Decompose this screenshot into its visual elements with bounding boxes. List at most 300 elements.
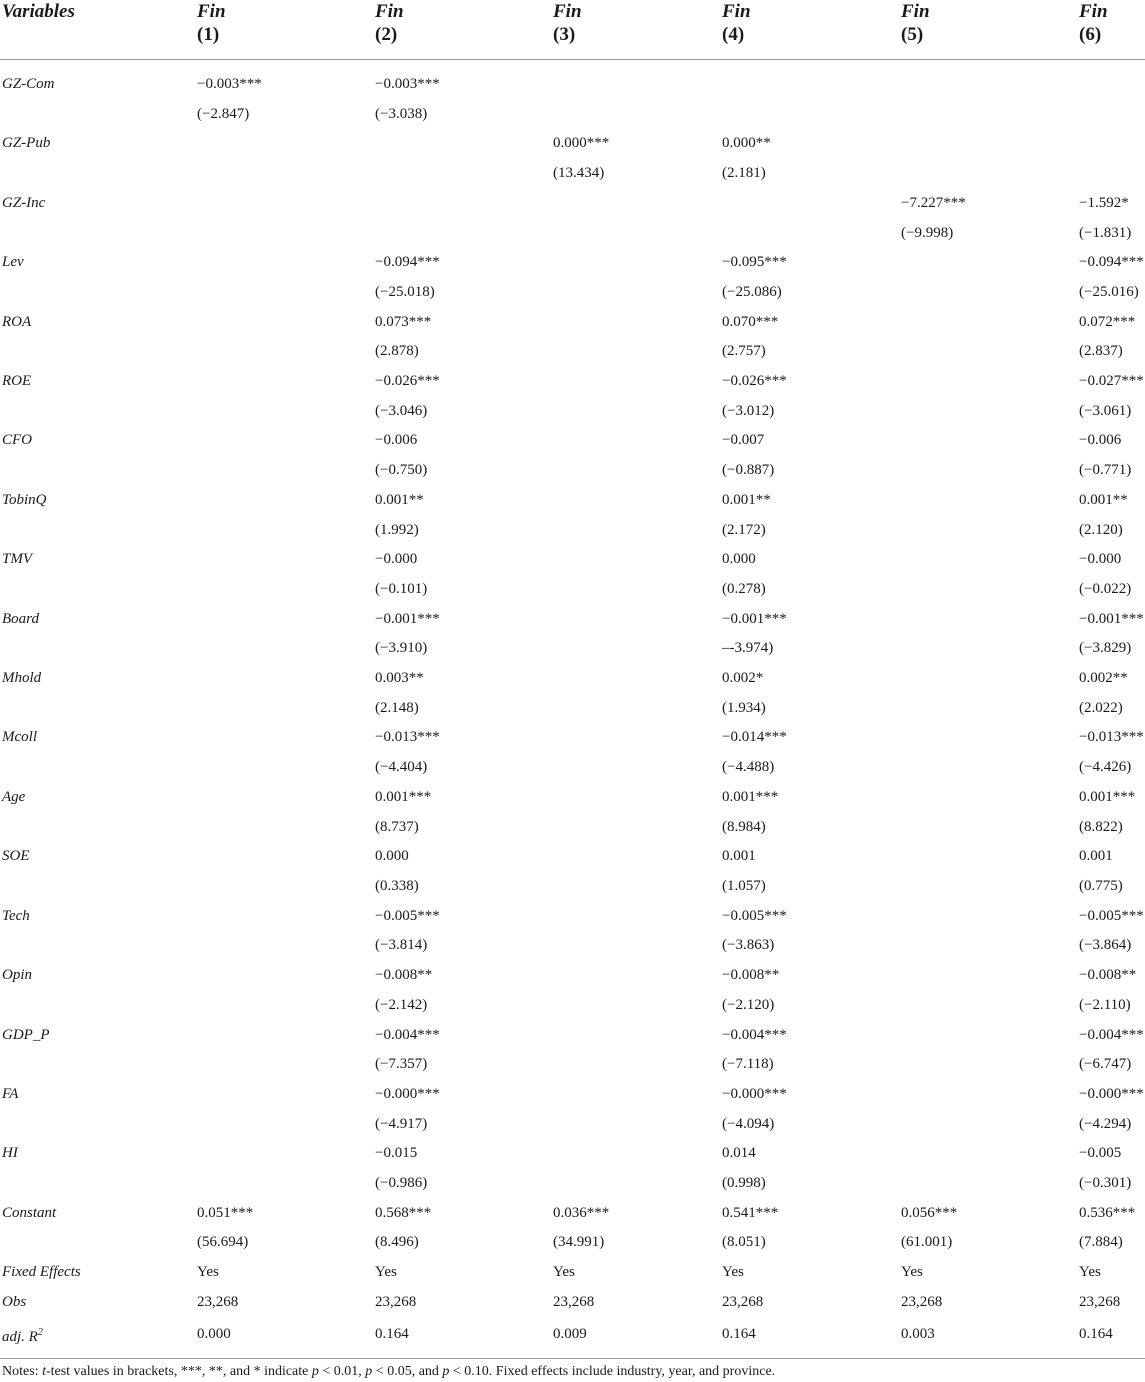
coefficient-row: [0, 842, 1145, 872]
column-header-5: [901, 0, 1079, 60]
footer-label: Obs: [2, 1293, 27, 1310]
t-stat-cell: [901, 694, 1079, 724]
footer-cell: Yes: [722, 1264, 744, 1281]
coefficient-cell: −0.004***: [722, 1026, 787, 1043]
t-stat-cell: [553, 575, 722, 605]
t-stat-cell: [553, 278, 722, 308]
coefficient-cell: 0.001**: [1079, 491, 1128, 508]
coefficient-cell: [197, 129, 375, 159]
coefficient-cell: −0.027***: [1079, 373, 1144, 390]
footer-cell: 23,268: [553, 1293, 595, 1310]
coefficient-cell: [197, 605, 375, 635]
column-header-number: (2): [375, 24, 398, 45]
t-stat-cell: [197, 872, 375, 902]
coefficient-row: [0, 783, 1145, 813]
notes-part2: < 0.01,: [318, 1364, 366, 1379]
coefficient-cell: [553, 308, 722, 338]
coefficient-row: [0, 664, 1145, 694]
coefficient-cell: 0.056***: [901, 1204, 958, 1221]
t-stat-cell: (−3.061): [1079, 402, 1132, 419]
t-stat-cell: [197, 278, 375, 308]
column-header-name: Fin: [553, 1, 582, 22]
variable-name-blank: [0, 100, 197, 130]
t-stat-cell: (0.338): [375, 877, 419, 894]
t-stat-cell: (8.051): [722, 1234, 766, 1251]
t-stat-cell: [722, 219, 901, 249]
notes-prefix: Notes:: [2, 1364, 43, 1379]
coefficient-cell: 0.001***: [375, 788, 432, 805]
coefficient-cell: 0.001**: [375, 491, 424, 508]
coefficient-cell: [901, 60, 1079, 100]
adj-r2-row: [0, 1318, 1145, 1359]
coefficient-cell: −0.000***: [1079, 1085, 1144, 1102]
coefficient-row: [0, 1021, 1145, 1051]
t-stat-cell: [375, 219, 553, 249]
t-stat-row: [0, 872, 1145, 902]
coefficient-cell: −0.015: [375, 1145, 418, 1162]
coefficient-cell: [722, 189, 901, 219]
t-stat-row: [0, 397, 1145, 427]
column-header-number: (4): [722, 24, 745, 45]
coefficient-row: [0, 1080, 1145, 1110]
variable-name: SOE: [2, 848, 30, 865]
t-stat-cell: [553, 1050, 722, 1080]
t-stat-cell: [197, 634, 375, 664]
t-stat-cell: [901, 337, 1079, 367]
t-stat-row: [0, 456, 1145, 486]
coefficient-cell: 0.014: [722, 1145, 756, 1162]
t-stat-cell: (56.694): [197, 1234, 249, 1251]
coefficient-cell: [553, 60, 722, 100]
column-header-1: [197, 0, 375, 60]
variable-name: TMV: [2, 551, 32, 568]
footer-row: [0, 1288, 1145, 1318]
coefficient-cell: −0.005***: [1079, 907, 1144, 924]
t-stat-cell: [197, 397, 375, 427]
t-stat-cell: [901, 397, 1079, 427]
variable-name: Board: [2, 610, 39, 627]
t-stat-cell: (0.775): [1079, 877, 1123, 894]
coefficient-cell: [901, 1021, 1079, 1051]
coefficient-row: [0, 248, 1145, 278]
notes-p2: p: [365, 1364, 373, 1379]
t-stat-cell: (8.737): [375, 818, 419, 835]
t-stat-cell: [197, 1050, 375, 1080]
t-stat-cell: (2.172): [722, 521, 766, 538]
coefficient-cell: [901, 961, 1079, 991]
variable-name: FA: [2, 1085, 19, 1102]
t-stat-cell: [197, 159, 375, 189]
t-stat-row: [0, 278, 1145, 308]
footer-cell: 23,268: [722, 1293, 764, 1310]
coefficient-cell: 0.568***: [375, 1204, 432, 1221]
variable-name-blank: [0, 1228, 197, 1258]
column-header-name: Fin: [197, 1, 226, 22]
t-stat-cell: (−9.998): [901, 224, 954, 241]
t-stat-cell: [901, 278, 1079, 308]
variable-name-blank: [0, 991, 197, 1021]
coefficient-cell: [553, 723, 722, 753]
coefficient-cell: −0.008**: [722, 967, 780, 984]
coefficient-cell: [901, 842, 1079, 872]
t-stat-cell: (−0.022): [1079, 580, 1132, 597]
t-stat-cell: (2.181): [722, 165, 766, 182]
coefficient-cell: [553, 367, 722, 397]
t-stat-cell: (−4.294): [1079, 1115, 1132, 1132]
coefficient-cell: [197, 902, 375, 932]
t-stat-cell: [553, 516, 722, 546]
coefficient-cell: [901, 545, 1079, 575]
coefficient-cell: [375, 189, 553, 219]
coefficient-cell: −0.000: [1079, 551, 1122, 568]
t-stat-cell: (2.022): [1079, 699, 1123, 716]
t-stat-cell: (2.837): [1079, 343, 1123, 360]
coefficient-cell: 0.051***: [197, 1204, 254, 1221]
t-stat-cell: (−4.488): [722, 759, 775, 776]
coefficient-row: [0, 545, 1145, 575]
coefficient-cell: 0.001: [1079, 848, 1113, 865]
t-stat-cell: [1079, 159, 1145, 189]
t-stat-cell: (2.757): [722, 343, 766, 360]
t-stat-cell: [901, 100, 1079, 130]
variable-name: Constant: [2, 1204, 57, 1221]
column-header-number: (6): [1079, 24, 1102, 45]
coefficient-cell: 0.001***: [722, 788, 779, 805]
adj-r2-label-sup: 2: [37, 1326, 43, 1338]
coefficient-cell: [1079, 60, 1145, 100]
coefficient-cell: −0.005***: [375, 907, 440, 924]
t-stat-row: [0, 991, 1145, 1021]
coefficient-cell: [553, 545, 722, 575]
coefficient-cell: −0.014***: [722, 729, 787, 746]
footer-cell: 23,268: [901, 1293, 943, 1310]
variable-name-blank: [0, 1110, 197, 1140]
t-stat-cell: (−1.831): [1079, 224, 1132, 241]
t-stat-cell: [375, 159, 553, 189]
variable-name-blank: [0, 219, 197, 249]
coefficient-row: [0, 60, 1145, 100]
t-stat-cell: (−6.747): [1079, 1056, 1132, 1073]
coefficient-cell: 0.002**: [1079, 670, 1128, 687]
coefficient-cell: [901, 308, 1079, 338]
t-stat-cell: [553, 219, 722, 249]
t-stat-cell: [553, 456, 722, 486]
coefficient-cell: 0.070***: [722, 313, 779, 330]
adj-r2-cell: 0.009: [553, 1318, 722, 1359]
table-notes: [2, 1364, 775, 1380]
variable-name-blank: [0, 753, 197, 783]
coefficient-cell: 0.073***: [375, 313, 432, 330]
coefficient-cell: −0.008**: [1079, 967, 1137, 984]
coefficient-cell: [901, 902, 1079, 932]
column-header-name: Fin: [375, 1, 404, 22]
variable-name: Opin: [2, 967, 32, 984]
coefficient-cell: −0.004***: [1079, 1026, 1144, 1043]
coefficient-cell: −0.013***: [1079, 729, 1144, 746]
coefficient-row: [0, 1139, 1145, 1169]
coefficient-cell: −0.001***: [375, 610, 440, 627]
variable-name: ROA: [2, 313, 32, 330]
t-stat-cell: (−4.094): [722, 1115, 775, 1132]
t-stat-cell: (−7.357): [375, 1056, 428, 1073]
t-stat-cell: (−25.018): [375, 283, 435, 300]
t-stat-cell: (8.984): [722, 818, 766, 835]
t-stat-cell: [197, 456, 375, 486]
column-header-number: (5): [901, 24, 924, 45]
variables-header: Variables: [0, 0, 197, 60]
coefficient-cell: [901, 426, 1079, 456]
variable-name: Tech: [2, 907, 30, 924]
footer-row: [0, 1258, 1145, 1288]
coefficient-cell: [901, 783, 1079, 813]
variable-name: HI: [2, 1145, 18, 1162]
t-stat-cell: [553, 1110, 722, 1140]
variable-name: Lev: [2, 254, 24, 271]
footer-cell: Yes: [197, 1264, 219, 1281]
coefficient-row: [0, 605, 1145, 635]
t-stat-row: [0, 634, 1145, 664]
coefficient-cell: −7.227***: [901, 194, 966, 211]
coefficient-cell: [197, 1080, 375, 1110]
t-stat-cell: (−0.750): [375, 462, 428, 479]
coefficient-cell: [901, 605, 1079, 635]
coefficient-cell: [901, 1139, 1079, 1169]
t-stat-cell: [553, 100, 722, 130]
t-stat-cell: (−3.012): [722, 402, 775, 419]
column-header-4: [722, 0, 901, 60]
coefficient-row: [0, 1199, 1145, 1229]
variable-name-blank: [0, 397, 197, 427]
coefficient-cell: [1079, 129, 1145, 159]
coefficient-cell: [901, 129, 1079, 159]
t-stat-cell: [901, 931, 1079, 961]
footer-cell: Yes: [901, 1264, 923, 1281]
t-stat-cell: (−3.814): [375, 937, 428, 954]
coefficient-cell: [197, 308, 375, 338]
footer-cell: Yes: [1079, 1264, 1101, 1281]
t-stat-cell: (2.148): [375, 699, 419, 716]
column-header-name: Fin: [722, 1, 751, 22]
variable-name-blank: [0, 456, 197, 486]
coefficient-cell: [901, 248, 1079, 278]
coefficient-cell: 0.001***: [1079, 788, 1136, 805]
coefficient-cell: −0.026***: [722, 373, 787, 390]
t-stat-cell: (2.878): [375, 343, 419, 360]
coefficient-cell: [553, 783, 722, 813]
t-stat-cell: [901, 516, 1079, 546]
t-stat-cell: (−0.887): [722, 462, 775, 479]
coefficient-cell: [901, 723, 1079, 753]
t-stat-cell: [197, 753, 375, 783]
t-stat-cell: (−3.863): [722, 937, 775, 954]
t-stat-cell: (−0.101): [375, 580, 428, 597]
notes-part1: -test values in brackets, ***, **, and * indicate: [45, 1364, 312, 1379]
coefficient-cell: [722, 60, 901, 100]
adj-r2-label: [0, 1318, 197, 1359]
coefficient-cell: [375, 129, 553, 159]
t-stat-cell: (−4.404): [375, 759, 428, 776]
coefficient-cell: [553, 1021, 722, 1051]
t-stat-cell: (−2.110): [1079, 996, 1131, 1013]
coefficient-cell: [197, 961, 375, 991]
t-stat-cell: (−0.986): [375, 1175, 428, 1192]
t-stat-cell: [553, 1169, 722, 1199]
t-stat-cell: [197, 931, 375, 961]
t-stat-row: [0, 100, 1145, 130]
t-stat-cell: (−0.771): [1079, 462, 1132, 479]
t-stat-cell: [722, 100, 901, 130]
variable-name-blank: [0, 931, 197, 961]
coefficient-cell: −0.006: [375, 432, 418, 449]
coefficient-cell: 0.000: [375, 848, 409, 865]
coefficient-cell: −0.094***: [1079, 254, 1144, 271]
coefficient-row: [0, 367, 1145, 397]
coefficient-cell: −0.000: [375, 551, 418, 568]
adj-r2-cell: 0.164: [722, 1318, 901, 1359]
variable-name: GZ-Pub: [2, 135, 51, 152]
t-stat-cell: (−4.426): [1079, 759, 1132, 776]
t-stat-cell: (−25.016): [1079, 283, 1139, 300]
t-stat-cell: (0.998): [722, 1175, 766, 1192]
coefficient-row: [0, 902, 1145, 932]
t-stat-cell: [197, 1110, 375, 1140]
notes-p1: p: [311, 1364, 319, 1379]
t-stat-row: [0, 1169, 1145, 1199]
t-stat-cell: [197, 337, 375, 367]
t-stat-row: [0, 219, 1145, 249]
t-stat-cell: [901, 456, 1079, 486]
coefficient-cell: [553, 486, 722, 516]
t-stat-cell: [197, 694, 375, 724]
coefficient-row: [0, 129, 1145, 159]
t-stat-cell: (−3.046): [375, 402, 428, 419]
t-stat-cell: [901, 634, 1079, 664]
t-stat-cell: –-3.974): [722, 640, 774, 657]
header-row: [0, 0, 1145, 60]
variable-name: Mcoll: [2, 729, 37, 746]
coefficient-cell: [197, 426, 375, 456]
footer-label: Fixed Effects: [2, 1264, 81, 1281]
t-stat-row: [0, 813, 1145, 843]
coefficient-cell: [197, 723, 375, 753]
coefficient-cell: −0.001***: [1079, 610, 1144, 627]
adj-r2-cell: 0.003: [901, 1318, 1079, 1359]
coefficient-cell: [197, 367, 375, 397]
t-stat-row: [0, 694, 1145, 724]
coefficient-cell: [553, 248, 722, 278]
column-header-2: [375, 0, 553, 60]
variable-name: Mhold: [2, 670, 42, 687]
coefficient-cell: [901, 486, 1079, 516]
coefficient-cell: −0.094***: [375, 254, 440, 271]
coefficient-row: [0, 486, 1145, 516]
t-stat-cell: [901, 1110, 1079, 1140]
t-stat-cell: (1.057): [722, 877, 766, 894]
coefficient-cell: 0.001**: [722, 491, 771, 508]
coefficient-cell: 0.002*: [722, 670, 764, 687]
t-stat-cell: [901, 575, 1079, 605]
t-stat-cell: [553, 397, 722, 427]
t-stat-cell: (−7.118): [722, 1056, 774, 1073]
coefficient-cell: 0.003**: [375, 670, 424, 687]
coefficient-row: [0, 961, 1145, 991]
coefficient-cell: −0.026***: [375, 373, 440, 390]
coefficient-cell: [901, 367, 1079, 397]
column-header-6: [1079, 0, 1145, 60]
t-stat-cell: (−3.910): [375, 640, 428, 657]
t-stat-cell: [197, 1169, 375, 1199]
coefficient-cell: −0.001***: [722, 610, 787, 627]
coefficient-cell: [197, 842, 375, 872]
t-stat-row: [0, 575, 1145, 605]
footer-cell: 23,268: [197, 1293, 239, 1310]
t-stat-cell: [553, 337, 722, 367]
t-stat-row: [0, 1110, 1145, 1140]
t-stat-cell: (2.120): [1079, 521, 1123, 538]
variable-name-blank: [0, 337, 197, 367]
coefficient-cell: −0.003***: [375, 76, 440, 92]
variable-name: ROE: [2, 373, 32, 390]
t-stat-cell: [901, 991, 1079, 1021]
t-stat-cell: (−0.301): [1079, 1175, 1132, 1192]
t-stat-cell: [901, 1169, 1079, 1199]
coefficient-cell: [553, 902, 722, 932]
footer-cell: 23,268: [1079, 1293, 1121, 1310]
coefficient-cell: [553, 1139, 722, 1169]
column-header-number: (1): [197, 24, 220, 45]
coefficient-cell: [553, 605, 722, 635]
variable-name: CFO: [2, 432, 32, 449]
coefficient-cell: −0.008**: [375, 967, 433, 984]
coefficient-cell: −0.004***: [375, 1026, 440, 1043]
t-stat-cell: [901, 753, 1079, 783]
coefficient-cell: 0.000: [722, 551, 756, 568]
t-stat-cell: (34.991): [553, 1234, 605, 1251]
coefficient-row: [0, 308, 1145, 338]
coefficient-cell: [197, 486, 375, 516]
t-stat-cell: (−25.086): [722, 283, 782, 300]
variable-name-blank: [0, 813, 197, 843]
adj-r2-cell: 0.000: [197, 1318, 375, 1359]
t-stat-cell: [901, 159, 1079, 189]
variable-name-blank: [0, 694, 197, 724]
t-stat-row: [0, 753, 1145, 783]
column-header-number: (3): [553, 24, 576, 45]
column-header-name: Fin: [901, 1, 930, 22]
notes-t: t: [42, 1364, 46, 1379]
variable-name-blank: [0, 1050, 197, 1080]
t-stat-cell: [553, 991, 722, 1021]
coefficient-cell: −1.592*: [1079, 194, 1129, 211]
t-stat-cell: [197, 813, 375, 843]
t-stat-row: [0, 1050, 1145, 1080]
coefficient-cell: −0.000***: [722, 1085, 787, 1102]
t-stat-cell: [901, 1050, 1079, 1080]
t-stat-cell: (−2.847): [197, 105, 250, 122]
coefficient-cell: 0.000**: [722, 135, 771, 152]
variable-name-blank: [0, 575, 197, 605]
variable-name: GZ-Com: [2, 76, 55, 92]
t-stat-cell: [197, 991, 375, 1021]
coefficient-cell: 0.000***: [553, 135, 610, 152]
footer-cell: Yes: [553, 1264, 575, 1281]
coefficient-cell: [197, 783, 375, 813]
t-stat-cell: [553, 634, 722, 664]
variable-name-blank: [0, 872, 197, 902]
variable-name-blank: [0, 634, 197, 664]
coefficient-cell: [553, 1080, 722, 1110]
adj-r2-label-main: adj. R: [2, 1328, 38, 1345]
